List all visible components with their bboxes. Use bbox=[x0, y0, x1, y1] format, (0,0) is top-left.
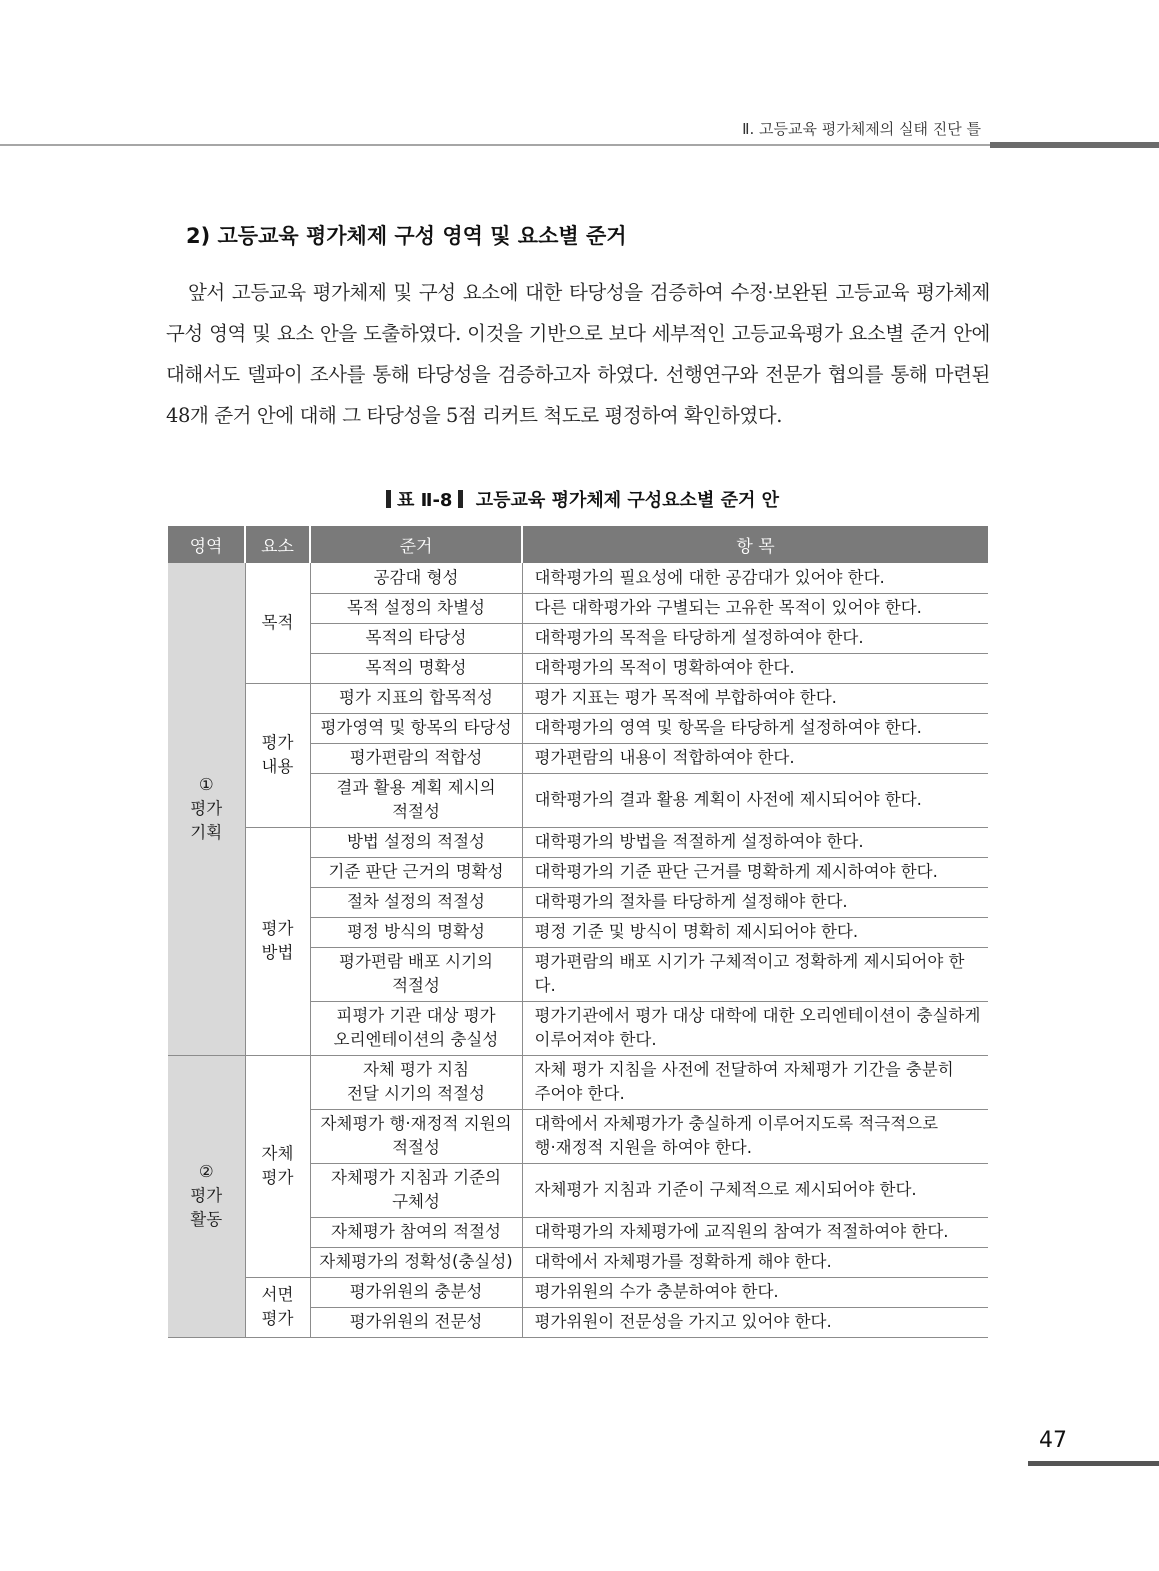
item-cell bbox=[522, 1217, 988, 1247]
item-cell bbox=[522, 1247, 988, 1277]
area-name: 기획 bbox=[190, 822, 223, 842]
area-name: 평가 bbox=[190, 1186, 223, 1205]
cell-line: 목적의 명확성 bbox=[365, 658, 467, 677]
item-cell bbox=[522, 563, 988, 593]
cell-line: 이루어져야 한다. bbox=[534, 1030, 657, 1049]
cell-line: 대학평가의 목적을 타당하게 설정하여야 한다. bbox=[534, 628, 864, 647]
criterion-cell bbox=[310, 1163, 522, 1217]
criterion-cell bbox=[310, 713, 522, 743]
body-paragraph: 앞서 고등교육 평가체제 및 구성 요소에 대한 타당성을 검증하여 수정·보완된 고등교육 평가체제 구성 영역 및 요소 안을 도출하였다. 이것을 기반으로 보다 세부적인 고등교육평가 요소별 준거 안에 대해서도 델파이 조사를 통해 타당성을 검증하고자 하였다. 선행연구와 전문가 협의를 통해 마련된 48개 준거 안에 대해 그 타당성을 5점 리커트 척도로 평정하여 확인하였다. bbox=[166, 281, 990, 427]
area-cell bbox=[168, 1055, 245, 1337]
cell-line: 평가 bbox=[261, 1309, 294, 1328]
section-title: 2) 고등교육 평가체제 구성 영역 및 요소별 준거 bbox=[186, 224, 627, 248]
item-cell bbox=[522, 713, 988, 743]
table-caption bbox=[0, 486, 1159, 512]
cell-line: 적절성 bbox=[392, 1138, 440, 1157]
cell-line: 결과 활용 계획 제시의 bbox=[336, 778, 496, 797]
table-body bbox=[168, 563, 988, 1337]
cell-line: 목적 bbox=[261, 612, 294, 632]
cell-line: 평가 bbox=[261, 733, 294, 752]
cell-line: 적절성 bbox=[392, 976, 440, 995]
item-cell bbox=[522, 773, 988, 827]
header-area: 영역 bbox=[168, 526, 245, 563]
item-cell bbox=[522, 887, 988, 917]
criterion-cell bbox=[310, 827, 522, 857]
item-cell bbox=[522, 593, 988, 623]
header-rule bbox=[0, 144, 990, 146]
criterion-cell bbox=[310, 917, 522, 947]
header-element: 요소 bbox=[245, 526, 310, 563]
cell-line: 자체 평가 지침을 사전에 전달하여 자체평가 기간을 충분히 bbox=[534, 1060, 954, 1079]
item-cell bbox=[522, 827, 988, 857]
cell-line: 자체 평가 지침 bbox=[362, 1060, 470, 1079]
criterion-cell bbox=[310, 1247, 522, 1277]
area-name: 활동 bbox=[190, 1210, 223, 1229]
item-cell bbox=[522, 683, 988, 713]
header-item: 항 목 bbox=[522, 526, 988, 563]
cell-line: 행·재정적 지원을 하여야 한다. bbox=[534, 1138, 752, 1157]
cell-line: 대학평가의 방법을 적절하게 설정하여야 한다. bbox=[534, 832, 864, 851]
page-number: 47 bbox=[1039, 1428, 1067, 1453]
cell-line: 자체 bbox=[261, 1144, 294, 1163]
criterion-cell bbox=[310, 593, 522, 623]
cell-line: 대학평가의 목적이 명확하여야 한다. bbox=[534, 658, 795, 677]
criterion-cell bbox=[310, 1109, 522, 1163]
item-cell bbox=[522, 1277, 988, 1307]
criterion-cell bbox=[310, 947, 522, 1001]
cell-line: 대학평가의 필요성에 대한 공감대가 있어야 한다. bbox=[534, 567, 885, 587]
cell-line: 평가편람의 내용이 적합하여야 한다. bbox=[534, 748, 795, 767]
cell-line: 방법 bbox=[261, 943, 294, 962]
cell-line: 평가편람 배포 시기의 bbox=[339, 952, 493, 971]
cell-line: 방법 설정의 적절성 bbox=[346, 832, 485, 851]
cell-line: 평가편람의 배포 시기가 구체적이고 정확하게 제시되어야 한다. bbox=[534, 952, 965, 995]
cell-line: 목적의 타당성 bbox=[365, 628, 467, 647]
criterion-cell bbox=[310, 563, 522, 593]
cell-line: 평가영역 및 항목의 타당성 bbox=[320, 718, 512, 737]
cell-line: 대학에서 자체평가가 충실하게 이루어지도록 적극적으로 bbox=[534, 1114, 939, 1133]
area-number: ② bbox=[198, 1162, 214, 1181]
element-cell bbox=[245, 683, 310, 827]
cell-line: 평가위원이 전문성을 가지고 있어야 한다. bbox=[534, 1312, 832, 1331]
cell-line: 평가위원의 전문성 bbox=[349, 1312, 483, 1331]
cell-line: 대학평가의 결과 활용 계획이 사전에 제시되어야 한다. bbox=[534, 790, 922, 809]
item-cell bbox=[522, 917, 988, 947]
cell-line: 평정 기준 및 방식이 명확히 제시되어야 한다. bbox=[534, 922, 859, 941]
table-row bbox=[168, 827, 988, 857]
element-cell bbox=[245, 563, 310, 683]
item-cell bbox=[522, 1109, 988, 1163]
cell-line: 내용 bbox=[261, 757, 294, 776]
criteria-table bbox=[168, 526, 988, 1338]
item-cell bbox=[522, 1163, 988, 1217]
criterion-cell bbox=[310, 1217, 522, 1247]
item-cell bbox=[522, 653, 988, 683]
cell-line: 평가기관에서 평가 대상 대학에 대한 오리엔테이션이 충실하게 bbox=[534, 1006, 981, 1025]
area-cell bbox=[168, 563, 245, 1055]
area-name: 평가 bbox=[190, 798, 223, 818]
cell-line: 대학에서 자체평가를 정확하게 해야 한다. bbox=[534, 1252, 832, 1271]
cell-line: 자체평가 참여의 적절성 bbox=[331, 1222, 501, 1241]
criterion-cell bbox=[310, 683, 522, 713]
item-cell bbox=[522, 623, 988, 653]
caption-bar-left bbox=[386, 490, 391, 508]
cell-line: 평가 bbox=[261, 1168, 294, 1187]
table-row bbox=[168, 1055, 988, 1109]
item-cell bbox=[522, 1001, 988, 1055]
item-cell bbox=[522, 1307, 988, 1337]
table-row bbox=[168, 563, 988, 593]
criterion-cell bbox=[310, 743, 522, 773]
criterion-cell bbox=[310, 653, 522, 683]
cell-line: 목적 설정의 차별성 bbox=[346, 598, 485, 617]
cell-line: 자체평가 지침과 기준의 bbox=[331, 1168, 501, 1187]
cell-line: 대학평가의 영역 및 항목을 타당하게 설정하여야 한다. bbox=[534, 718, 922, 737]
item-cell bbox=[522, 947, 988, 1001]
item-cell bbox=[522, 743, 988, 773]
cell-line: 자체평가 지침과 기준이 구체적으로 제시되어야 한다. bbox=[534, 1180, 917, 1199]
cell-line: 피평가 기관 대상 평가 bbox=[336, 1006, 496, 1025]
cell-line: 자체평가의 정확성(충실성) bbox=[319, 1252, 513, 1271]
running-header: Ⅱ. 고등교육 평가체제의 실태 진단 틀 bbox=[742, 120, 981, 138]
item-cell bbox=[522, 857, 988, 887]
cell-line: 대학평가의 절차를 타당하게 설정해야 한다. bbox=[534, 892, 848, 911]
criterion-cell bbox=[310, 857, 522, 887]
cell-line: 오리엔테이션의 충실성 bbox=[333, 1030, 499, 1049]
cell-line: 자체평가 행·재정적 지원의 bbox=[320, 1114, 512, 1133]
criterion-cell bbox=[310, 1001, 522, 1055]
cell-line: 평가위원의 충분성 bbox=[349, 1282, 483, 1301]
caption-bar-right bbox=[458, 490, 463, 508]
criterion-cell bbox=[310, 887, 522, 917]
cell-line: 적절성 bbox=[392, 802, 440, 821]
criterion-cell bbox=[310, 773, 522, 827]
cell-line: 서면 bbox=[261, 1285, 294, 1304]
header-rule-accent bbox=[990, 142, 1159, 148]
cell-line: 평가 bbox=[261, 919, 294, 938]
cell-line: 대학평가의 자체평가에 교직원의 참여가 적절하여야 한다. bbox=[534, 1222, 949, 1241]
table-caption-title: 고등교육 평가체제 구성요소별 준거 안 bbox=[475, 490, 780, 511]
area-number: ① bbox=[198, 774, 214, 794]
cell-line: 대학평가의 기준 판단 근거를 명확하게 제시하여야 한다. bbox=[534, 862, 938, 881]
cell-line: 공감대 형성 bbox=[373, 567, 459, 587]
cell-line: 평가위원의 수가 충분하여야 한다. bbox=[534, 1282, 779, 1301]
element-cell bbox=[245, 1055, 310, 1277]
element-cell bbox=[245, 1277, 310, 1337]
criterion-cell bbox=[310, 1055, 522, 1109]
criterion-cell bbox=[310, 623, 522, 653]
cell-line: 절차 설정의 적절성 bbox=[346, 892, 485, 911]
element-cell bbox=[245, 827, 310, 1055]
table-row bbox=[168, 1277, 988, 1307]
header-criterion: 준거 bbox=[310, 526, 522, 563]
footer-rule bbox=[1028, 1461, 1159, 1466]
criterion-cell bbox=[310, 1307, 522, 1337]
cell-line: 주어야 한다. bbox=[534, 1084, 625, 1103]
cell-line: 전달 시기의 적절성 bbox=[346, 1084, 485, 1103]
item-cell bbox=[522, 1055, 988, 1109]
cell-line: 평가 지표의 합목적성 bbox=[339, 688, 493, 707]
cell-line: 기준 판단 근거의 명확성 bbox=[328, 862, 504, 881]
cell-line: 구체성 bbox=[392, 1192, 440, 1211]
criterion-cell bbox=[310, 1277, 522, 1307]
table-row bbox=[168, 683, 988, 713]
table-caption-label: 표 Ⅱ-8 bbox=[396, 490, 453, 511]
cell-line: 평가 지표는 평가 목적에 부합하여야 한다. bbox=[534, 688, 837, 707]
cell-line: 다른 대학평가와 구별되는 고유한 목적이 있어야 한다. bbox=[534, 598, 922, 617]
table-header-row bbox=[168, 526, 988, 563]
cell-line: 평가편람의 적합성 bbox=[349, 748, 483, 767]
cell-line: 평정 방식의 명확성 bbox=[346, 922, 485, 941]
